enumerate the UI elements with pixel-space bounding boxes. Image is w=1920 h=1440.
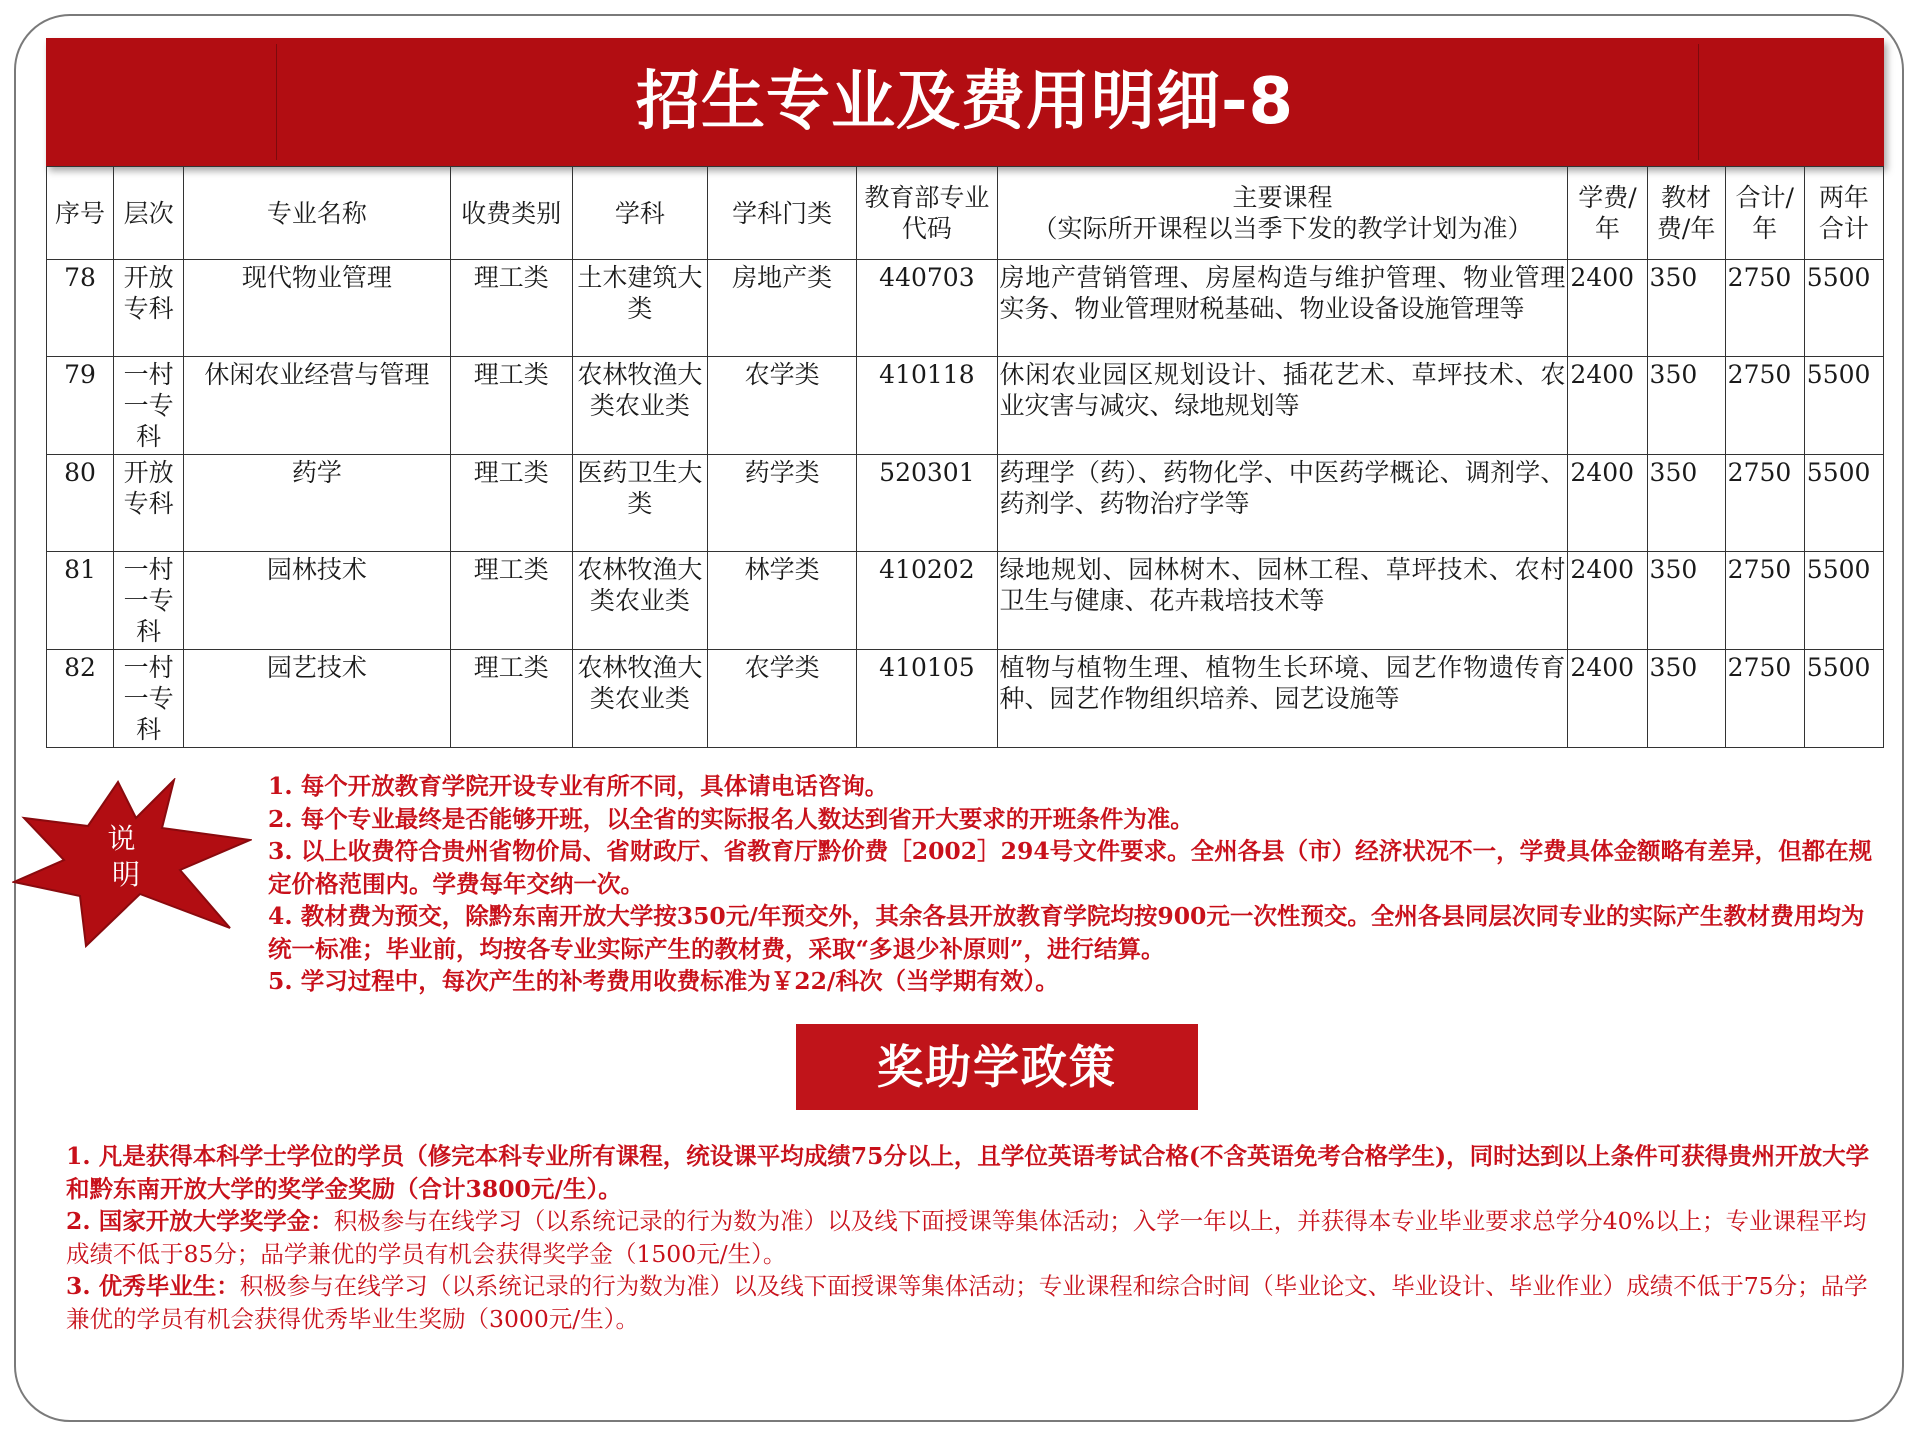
cell-subject: 农林牧渔大类农业类 [572, 650, 707, 748]
award-policy-list [66, 1140, 1871, 1335]
cell-courses: 房地产营销管理、房屋构造与维护管理、物业管理实务、物业管理财税基础、物业设备设施管理等 [997, 260, 1568, 357]
starburst-label: 说 明 [107, 822, 141, 891]
cell-major: 休闲农业经营与管理 [184, 357, 450, 455]
cell-total-two: 5500 [1804, 650, 1883, 748]
cell-subject: 土木建筑大类 [572, 260, 707, 357]
policy-item [66, 1205, 1871, 1270]
award-policy-heading: 奖助学政策 [796, 1024, 1198, 1110]
note-item: 5. 学习过程中，每次产生的补考费用收费标准为￥22/科次（当学期有效）。 [268, 967, 1059, 995]
cell-level: 开放专科 [114, 455, 184, 552]
header-code: 教育部专业代码 [857, 167, 997, 260]
header-subject: 学科 [572, 167, 707, 260]
cell-major: 园林技术 [184, 552, 450, 650]
cell-fee-type: 理工类 [450, 650, 572, 748]
cell-level: 一村一专科 [114, 650, 184, 748]
cell-category: 林学类 [708, 552, 857, 650]
cell-seq: 82 [47, 650, 114, 748]
header-materials: 教材费/年 [1647, 167, 1725, 260]
header-courses [997, 167, 1568, 260]
cell-materials: 350 [1647, 357, 1725, 455]
cell-total-two: 5500 [1804, 260, 1883, 357]
cell-tuition: 2400 [1568, 260, 1647, 357]
cell-subject: 农林牧渔大类农业类 [572, 552, 707, 650]
cell-major: 现代物业管理 [184, 260, 450, 357]
table-row [47, 260, 1884, 357]
cell-code: 440703 [857, 260, 997, 357]
cell-tuition: 2400 [1568, 650, 1647, 748]
cell-code: 520301 [857, 455, 997, 552]
cell-fee-type: 理工类 [450, 260, 572, 357]
cell-tuition: 2400 [1568, 455, 1647, 552]
cell-materials: 350 [1647, 260, 1725, 357]
cell-major: 园艺技术 [184, 650, 450, 748]
cell-courses: 休闲农业园区规划设计、插花艺术、草坪技术、农业灾害与减灾、绿地规划等 [997, 357, 1568, 455]
cell-fee-type: 理工类 [450, 455, 572, 552]
policy-item [66, 1270, 1871, 1335]
cell-code: 410202 [857, 552, 997, 650]
cell-level: 开放专科 [114, 260, 184, 357]
cell-level: 一村一专科 [114, 552, 184, 650]
cell-seq: 79 [47, 357, 114, 455]
header-total-year: 合计/年 [1725, 167, 1804, 260]
cell-courses: 植物与植物生理、植物生长环境、园艺作物遗传育种、园艺作物组织培养、园艺设施等 [997, 650, 1568, 748]
header-seq: 序号 [47, 167, 114, 260]
cell-materials: 350 [1647, 650, 1725, 748]
cell-tuition: 2400 [1568, 552, 1647, 650]
header-major: 专业名称 [184, 167, 450, 260]
note-item: 1. 每个开放教育学院开设专业有所不同，具体请电话咨询。 [268, 772, 889, 800]
cell-major: 药学 [184, 455, 450, 552]
title-banner [46, 38, 1884, 166]
policy-item [66, 1140, 1871, 1205]
cell-total-year: 2750 [1725, 455, 1804, 552]
header-courses-title: 主要课程 [1232, 183, 1333, 212]
policy-item-text: 1. 凡是获得本科学士学位的学员（修完本科专业所有课程，统设课平均成绩75分以上，且学位英语考试合格(不含英语免考合格学生)，同时达到以上条件可获得贵州开放大学和黔东南开放大学的奖学金奖励（合计3800元/生）。 [66, 1142, 1870, 1203]
cell-category: 药学类 [708, 455, 857, 552]
cell-total-two: 5500 [1804, 357, 1883, 455]
policy-item-lead: 2. 国家开放大学奖学金： [66, 1207, 334, 1235]
cell-courses: 药理学（药）、药物化学、中医药学概论、调剂学、药剂学、药物治疗学等 [997, 455, 1568, 552]
page-title: 招生专业及费用明细-8 [635, 65, 1295, 139]
policy-item-text: 积极参与在线学习（以系统记录的行为数为准）以及线下面授课等集体活动；入学一年以上，并获得本专业毕业要求总学分40%以上；专业课程平均成绩不低于85分；品学兼优的学员有机会获得奖学金（1500元/生）。 [66, 1207, 1867, 1268]
cell-total-year: 2750 [1725, 650, 1804, 748]
cell-total-year: 2750 [1725, 552, 1804, 650]
header-courses-note: （实际所开课程以当季下发的教学计划为准） [1032, 214, 1533, 243]
cell-code: 410105 [857, 650, 997, 748]
cell-total-year: 2750 [1725, 357, 1804, 455]
cell-category: 农学类 [708, 650, 857, 748]
cell-fee-type: 理工类 [450, 357, 572, 455]
cell-subject: 医药卫生大类 [572, 455, 707, 552]
cell-courses: 绿地规划、园林树木、园林工程、草坪技术、农村卫生与健康、花卉栽培技术等 [997, 552, 1568, 650]
note-item: 3. 以上收费符合贵州省物价局、省财政厅、省教育厅黔价费［2002］294号文件要求。全州各县（市）经济状况不一，学费具体金额略有差异，但都在规定价格范围内。学费每年交纳一次。 [268, 837, 1873, 898]
header-fee-type: 收费类别 [450, 167, 572, 260]
notes-list [268, 770, 1883, 998]
table-row [47, 357, 1884, 455]
cell-subject: 农林牧渔大类农业类 [572, 357, 707, 455]
cell-category: 农学类 [708, 357, 857, 455]
note-starburst [12, 778, 252, 948]
table-row [47, 650, 1884, 748]
cell-materials: 350 [1647, 455, 1725, 552]
cell-materials: 350 [1647, 552, 1725, 650]
cell-level: 一村一专科 [114, 357, 184, 455]
header-tuition: 学费/年 [1568, 167, 1647, 260]
header-total-two: 两年合计 [1804, 167, 1883, 260]
cell-seq: 80 [47, 455, 114, 552]
cell-total-year: 2750 [1725, 260, 1804, 357]
cell-fee-type: 理工类 [450, 552, 572, 650]
table-row [47, 552, 1884, 650]
cell-seq: 81 [47, 552, 114, 650]
cell-seq: 78 [47, 260, 114, 357]
fee-table [46, 166, 1884, 748]
note-item: 2. 每个专业最终是否能够开班，以全省的实际报名人数达到省开大要求的开班条件为准。 [268, 804, 1194, 833]
policy-item-text: 积极参与在线学习（以系统记录的行为数为准）以及线下面授课等集体活动；专业课程和综合时间（毕业论文、毕业设计、毕业作业）成绩不低于75分；品学兼优的学员有机会获得优秀毕业生奖励（3000元/生）。 [66, 1272, 1868, 1333]
header-category: 学科门类 [708, 167, 857, 260]
table-row [47, 455, 1884, 552]
policy-item-lead: 3. 优秀毕业生： [66, 1272, 240, 1300]
cell-code: 410118 [857, 357, 997, 455]
note-item: 4. 教材费为预交，除黔东南开放大学按350元/年预交外，其余各县开放教育学院均按900元一次性预交。全州各县同层次同专业的实际产生教材费用均为统一标准；毕业前，均按各专业实际产生的教材费，采取“多退少补原则”，进行结算。 [268, 902, 1865, 963]
cell-tuition: 2400 [1568, 357, 1647, 455]
table-header-row [47, 167, 1884, 260]
cell-total-two: 5500 [1804, 455, 1883, 552]
header-level: 层次 [114, 167, 184, 260]
cell-category: 房地产类 [708, 260, 857, 357]
cell-total-two: 5500 [1804, 552, 1883, 650]
